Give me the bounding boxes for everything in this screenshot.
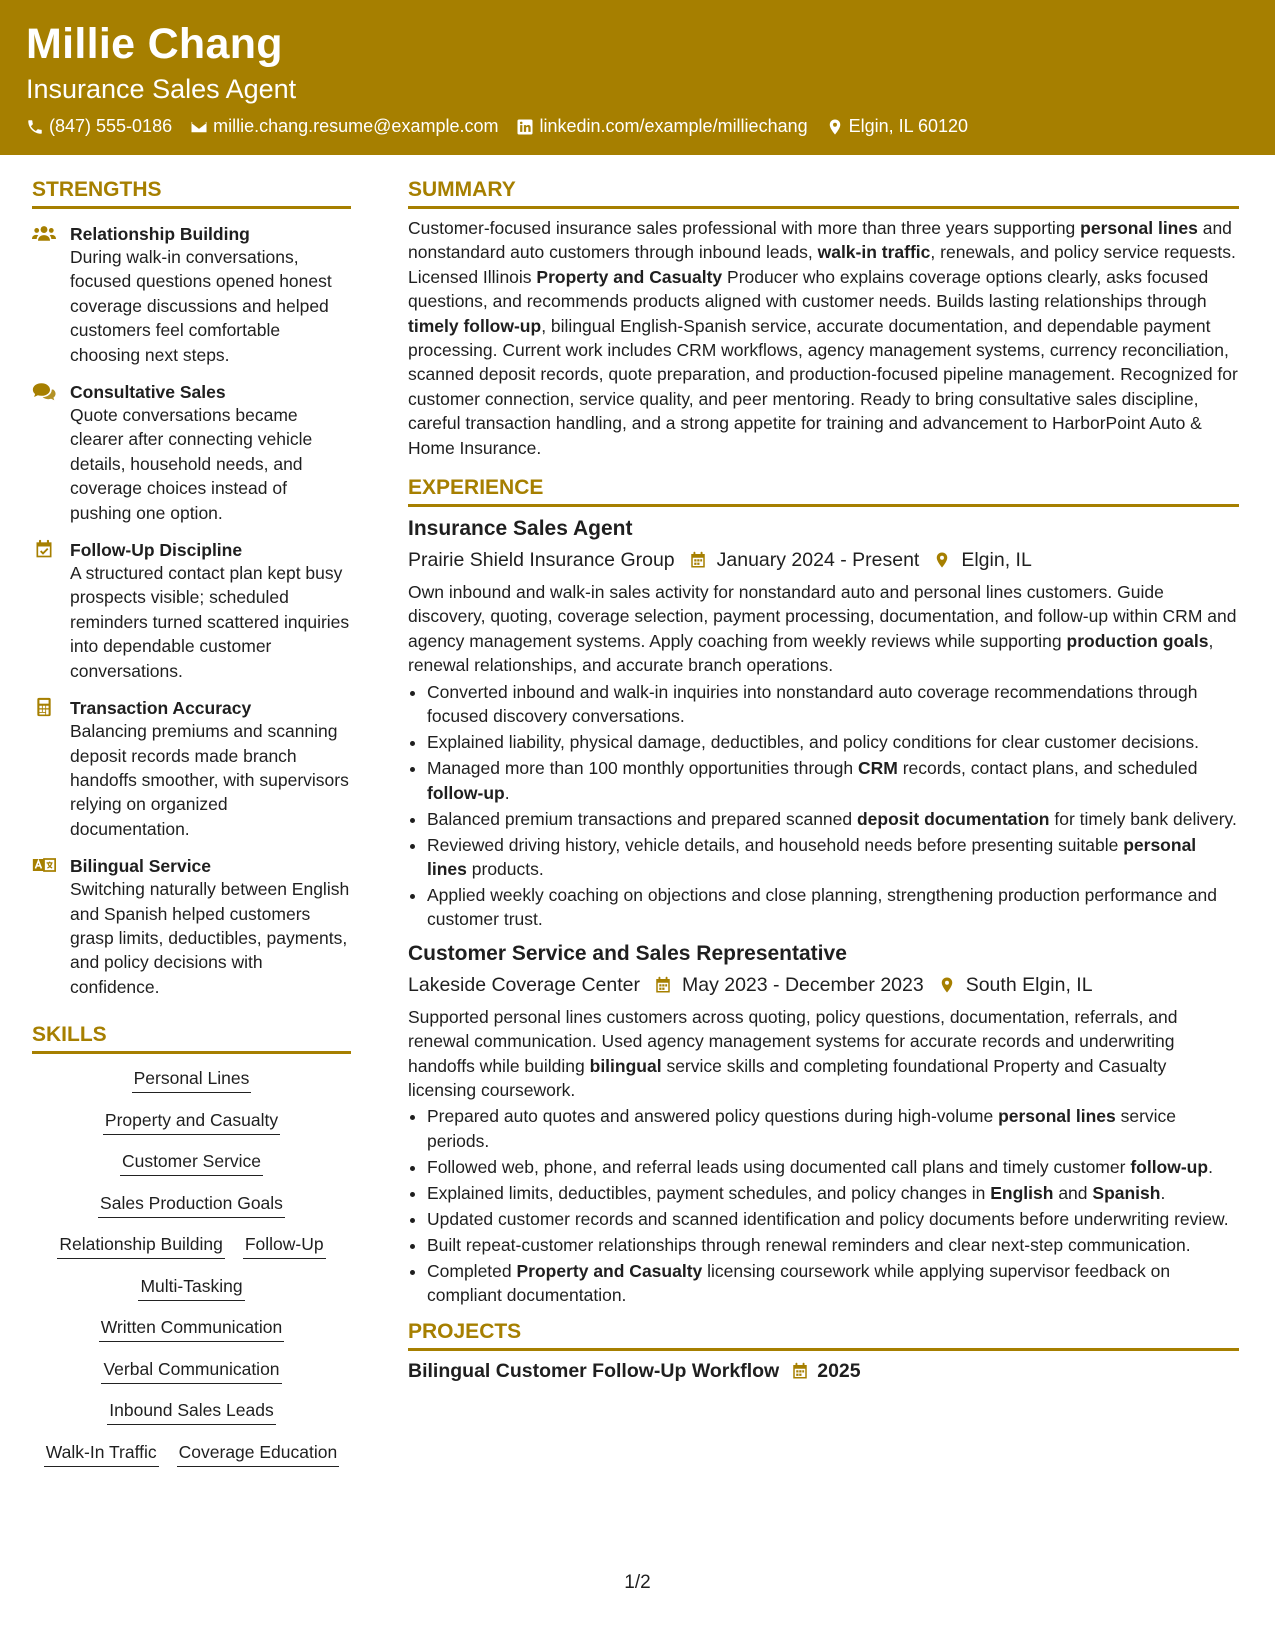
envelope-icon [190,118,208,136]
language-icon [32,855,56,875]
skill-tag: Sales Production Goals [98,1193,285,1218]
linkedin-icon [516,118,534,136]
project-title: Bilingual Customer Follow-Up Workflow [408,1359,780,1382]
job-bullet: • Prepared auto quotes and answered policy questions during high-volume personal lines service periods. [427,1104,1239,1153]
candidate-role: Insurance Sales Agent [26,74,297,104]
skill-tag: Written Communication [99,1317,285,1342]
job-dates: January 2024 - Present [716,549,920,572]
calendar-icon [689,550,707,570]
contact-linkedin[interactable] [516,116,807,137]
strength-item [32,539,351,683]
skills-row [99,1317,285,1342]
strength-title: Bilingual Service [70,856,212,877]
job-bullet: • Managed more than 100 monthly opportunities through CRM records, contact plans, and scheduled follow-up. [427,756,1239,805]
calendar-check-icon [32,539,56,559]
job-summary: Supported personal lines customers across quoting, policy questions, documentation, referrals, and renewal communication. Used agency management systems for accurate records and underwriting handoffs while building bilingual service skills and completing foundational Property and Casualty licensing coursework. [408,1006,1178,1100]
summary-heading: SUMMARY [408,178,1239,209]
skills-row [120,1151,263,1176]
strength-item [32,855,351,999]
summary-text: Customer-focused insurance sales professional with more than three years supporting personal lines and nonstandard auto customers through inbound leads, walk-in traffic, renewals, and policy service requests. Licensed Illinois Property and Casualty Producer who explains coverage options clearly, asks focused questions, and recommends products aligned with customer needs. Builds lasting relationships through timely follow-up, bilingual English-Spanish service, accurate documentation, and dependable payment processing. Current work includes CRM workflows, agency management systems, currency reconciliation, scanned deposit records, quote preparation, and production-focused pipeline management. Recognized for customer connection, service quality, and peer mentoring. Ready to bring consultative sales discipline, careful transaction handling, and a strong appetite for training and advancement to HarborPoint Auto & Home Insurance. [408,218,1238,458]
job-entry [408,515,1239,932]
job-bullet: • Built repeat-customer relationships through renewal reminders and clear next-step communication. [427,1233,1239,1257]
skill-tag: Walk-In Traffic [44,1442,159,1467]
skill-tag: Inbound Sales Leads [107,1400,275,1425]
strength-item [32,381,351,525]
job-summary: Own inbound and walk-in sales activity for nonstandard auto and personal lines customers. Guide discovery, quoting, coverage selection, payment processing, documentation, and follow-up within CRM and agency management systems. Apply coaching from weekly reviews while supporting production goals, renewal relationships, and accurate branch operations. [408,582,1237,676]
skill-tag: Personal Lines [132,1068,252,1093]
job-entry [408,940,1239,1308]
strength-title: Transaction Accuracy [70,698,252,719]
job-bullet: • Completed Property and Casualty licensing coursework while applying supervisor feedback on compliant documentation. [427,1259,1239,1308]
page-number: 1/2 [624,1572,651,1593]
skills-heading: SKILLS [32,1023,351,1054]
skill-tag: Relationship Building [57,1234,224,1259]
contact-linkedin-text: linkedin.com/example/milliechang [539,116,808,136]
strength-desc: Quote conversations became clearer after connecting vehicle details, household needs, and coverage choices instead of pushing one option. [70,405,313,523]
projects-heading: PROJECTS [408,1320,1239,1351]
job-bullet: • Converted inbound and walk-in inquiries into nonstandard auto coverage recommendations through focused discovery conversations. [427,680,1239,729]
skill-tag: Customer Service [120,1151,263,1176]
right-column [408,178,1239,1383]
strength-item [32,697,351,841]
skills-row [44,1442,339,1467]
strength-desc: A structured contact plan kept busy prospects visible; scheduled reminders turned scattered inquiries into dependable customer conversations. [70,563,350,681]
users-icon [32,223,56,243]
skill-tag: Property and Casualty [103,1110,280,1135]
map-pin-icon [826,118,844,136]
job-bullet: • Explained limits, deductibles, payment schedules, and policy changes in English and Spanish. [427,1181,1239,1205]
job-bullet: • Updated customer records and scanned identification and policy documents before underwriting review. [427,1207,1239,1231]
calendar-icon [654,975,672,995]
skill-tag: Coverage Education [177,1442,340,1467]
resume-header [0,0,1275,155]
strengths-heading: STRENGTHS [32,178,351,209]
job-bullet: • Explained liability, physical damage, deductibles, and policy conditions for clear customer decisions. [427,730,1239,754]
job-meta [408,972,1239,998]
skills-row [101,1359,281,1384]
strength-desc: Switching naturally between English and Spanish helped customers grasp limits, deductibles, payments, and policy decisions with confidence. [70,879,350,997]
project-year: 2025 [817,1359,861,1382]
job-bullets [408,1104,1239,1307]
contact-location-text: Elgin, IL 60120 [848,116,969,136]
calculator-icon [32,697,56,717]
skills-row [57,1234,325,1259]
phone-icon [26,118,44,136]
candidate-name: Millie Chang [26,20,283,68]
job-company: Prairie Shield Insurance Group [408,549,675,572]
left-column [32,178,351,1483]
skills-row [138,1276,244,1301]
skills-list [32,1068,351,1483]
skill-tag: Follow-Up [243,1234,326,1259]
skills-row [132,1068,252,1093]
job-title: Insurance Sales Agent [408,517,633,541]
strength-title: Relationship Building [70,224,250,244]
job-bullet: • Reviewed driving history, vehicle details, and household needs before presenting suitable personal lines products. [427,833,1239,882]
calendar-icon [791,1361,809,1381]
experience-heading: EXPERIENCE [408,476,1239,507]
skill-tag: Multi-Tasking [138,1276,244,1301]
job-meta [408,547,1239,573]
contact-email-text: millie.chang.resume@example.com [213,116,499,136]
skills-row [107,1400,275,1425]
contact-phone[interactable] [26,116,172,137]
strength-desc: Balancing premiums and scanning deposit records made branch handoffs smoother, with supervisors relying on organized documentation. [70,721,349,839]
strength-desc: During walk-in conversations, focused questions opened honest coverage discussions and helped customers feel comfortable choosing next steps. [70,247,332,365]
job-location: South Elgin, IL [965,973,1093,996]
job-company: Lakeside Coverage Center [408,973,640,996]
project-item [408,1360,1239,1383]
job-location: Elgin, IL [961,549,1032,572]
experience-list [408,515,1239,1308]
job-title: Customer Service and Sales Representative [408,941,847,965]
job-bullet: • Followed web, phone, and referral leads using documented call plans and timely customer follow-up. [427,1155,1239,1179]
job-bullets [408,680,1239,932]
comments-icon [32,381,56,401]
map-pin-icon [933,550,951,570]
skills-row [98,1193,285,1218]
contact-location [826,116,968,137]
strength-item [32,223,351,367]
job-bullet: • Applied weekly coaching on objections and close planning, strengthening production performance and customer trust. [427,883,1239,932]
skill-tag: Verbal Communication [101,1359,281,1384]
strength-title: Consultative Sales [70,382,226,403]
contact-email[interactable] [190,116,498,137]
contact-bar [26,116,968,137]
job-dates: May 2023 - December 2023 [681,973,924,996]
contact-phone-text: (847) 555-0186 [49,116,173,136]
map-pin-icon [938,975,956,995]
strength-title: Follow-Up Discipline [70,540,243,561]
job-bullet: • Balanced premium transactions and prepared scanned deposit documentation for timely bank delivery. [427,807,1239,831]
skills-row [103,1110,280,1135]
